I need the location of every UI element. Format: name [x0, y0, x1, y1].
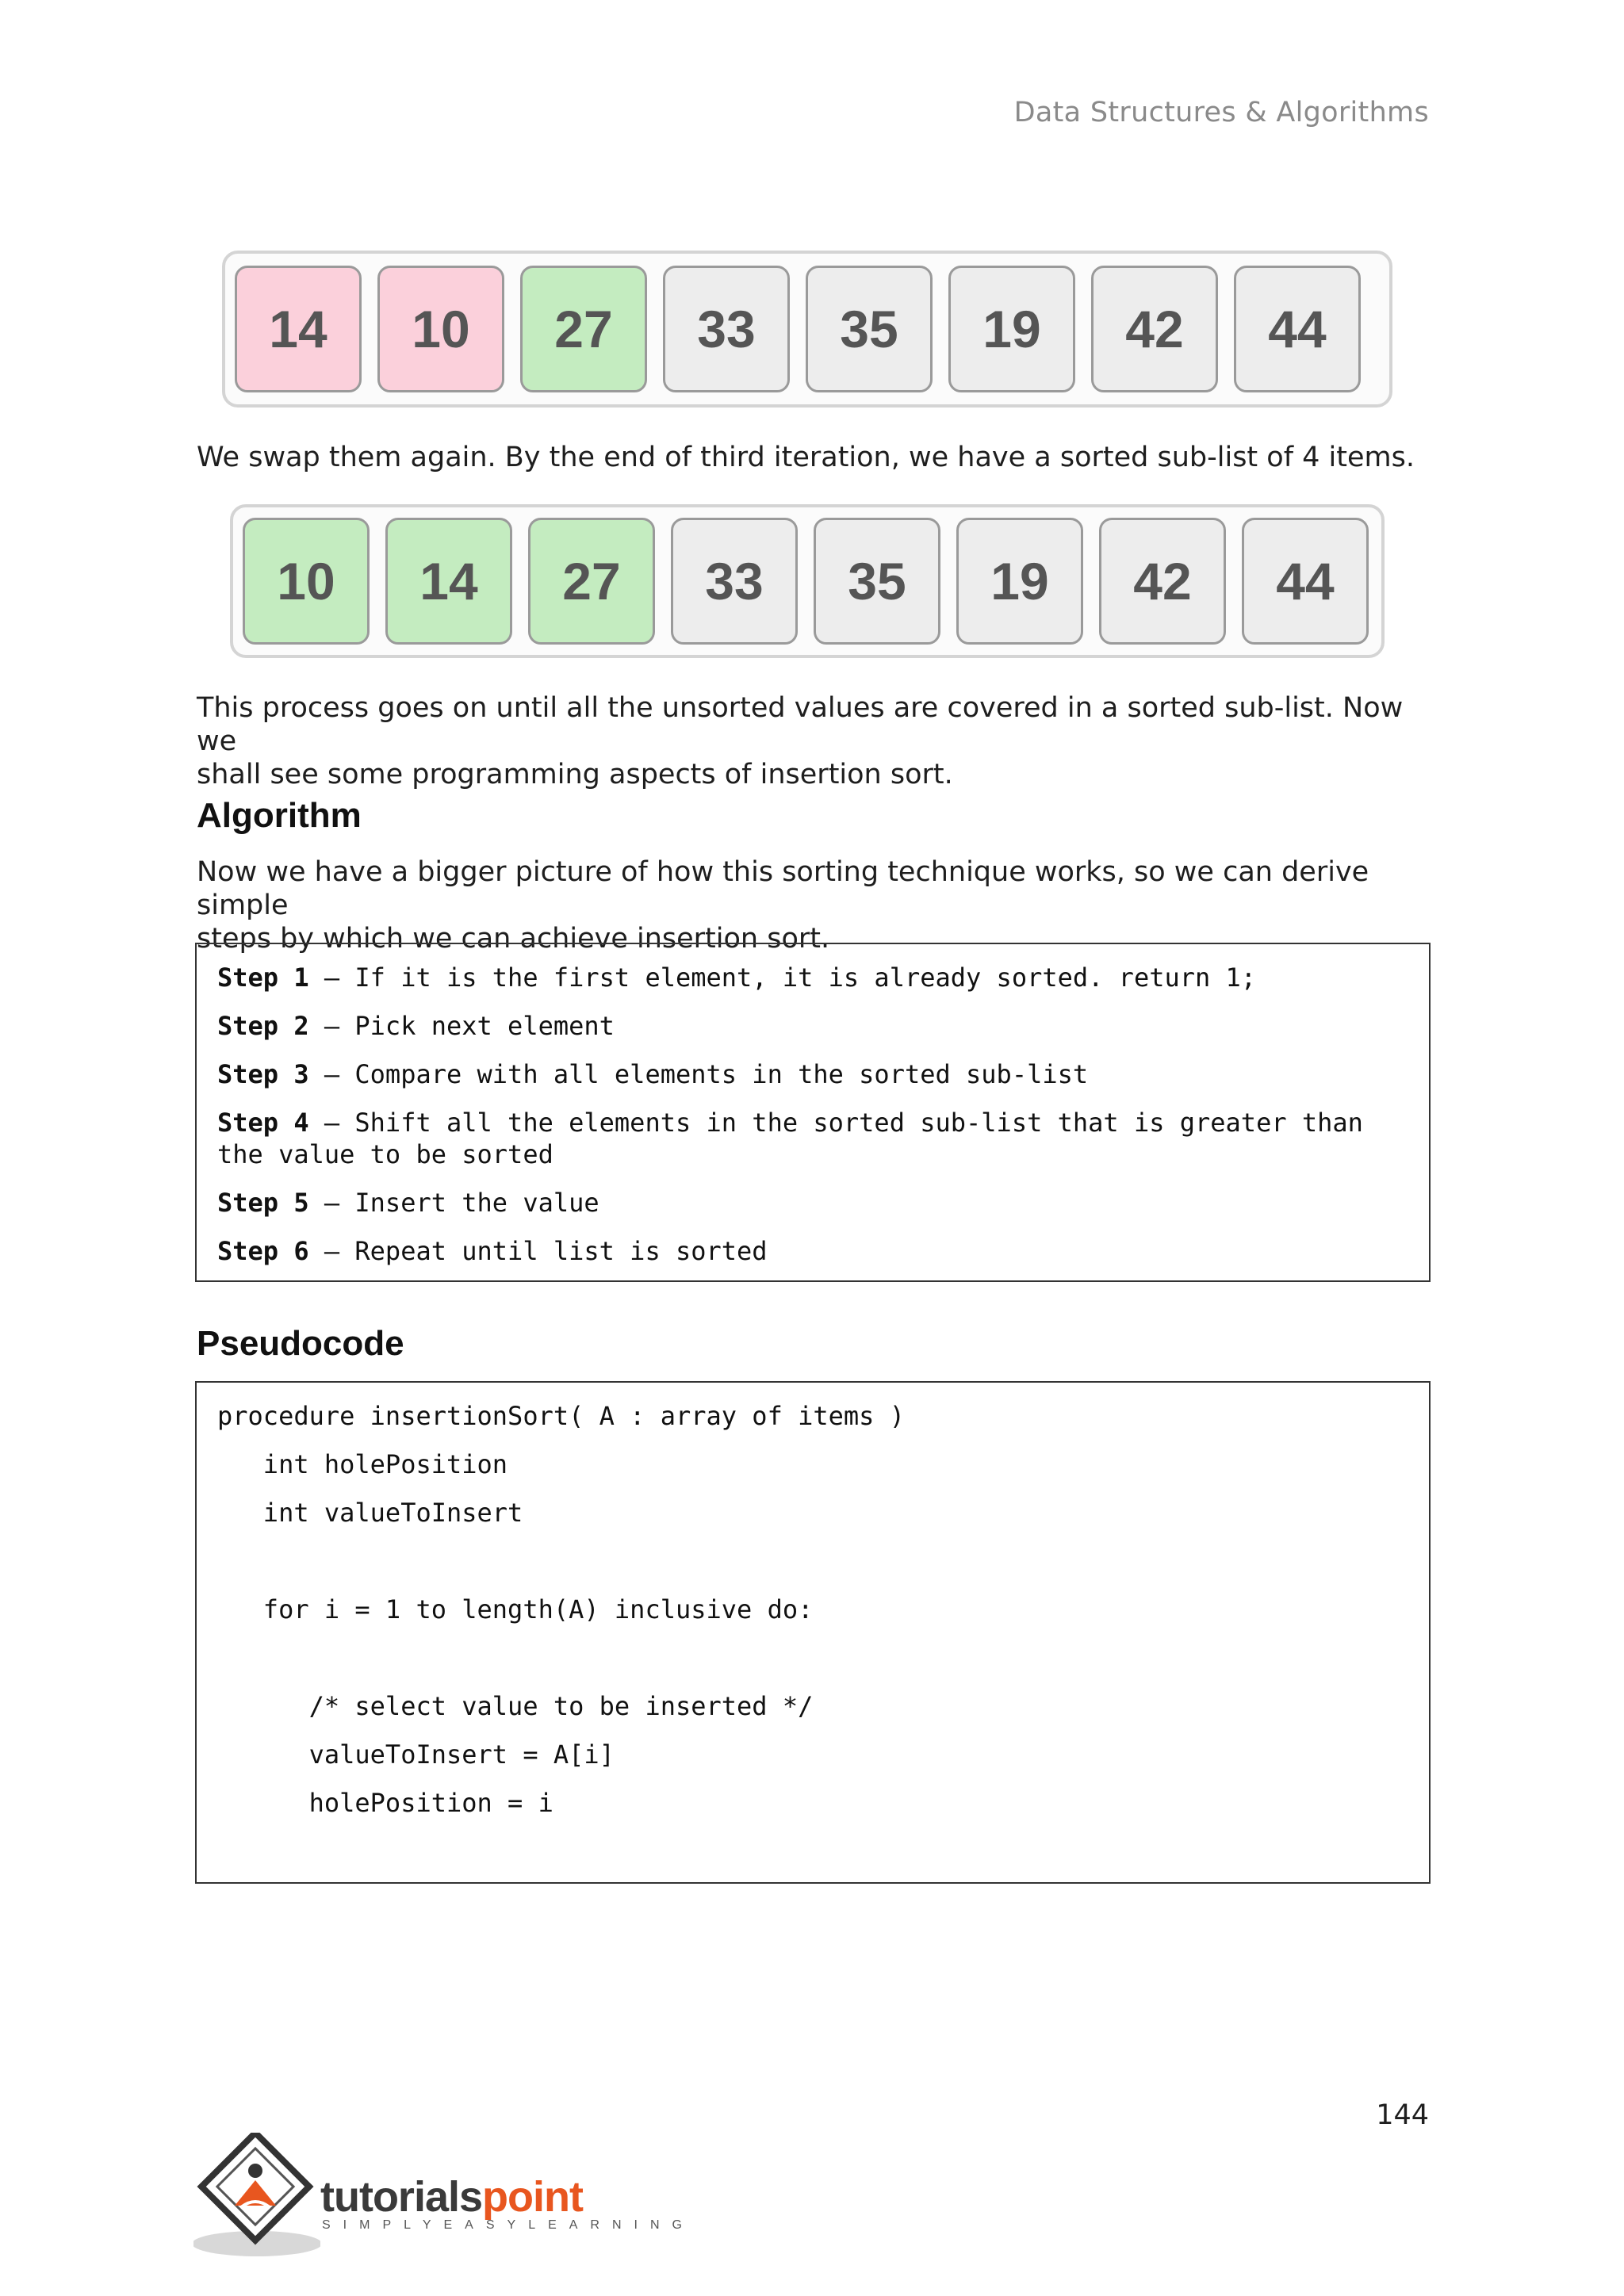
step-text: – Shift all the elements in the sorted sub-list that is greater than the value to be sorted [217, 1108, 1363, 1169]
text-line: Now we have a bigger picture of how this sorting technique works, so we can derive simple [197, 856, 1369, 921]
code-line: int valueToInsert [217, 1498, 523, 1528]
array-cell: 35 [806, 266, 933, 392]
paragraph-algorithm [197, 855, 1434, 955]
text-line: This process goes on until all the unsorted values are covered in a sorted sub-list. Now we [197, 692, 1404, 757]
page-number: 144 [1376, 2099, 1429, 2131]
step-text: – Insert the value [308, 1188, 599, 1218]
step-text: – If it is the first element, it is already sorted. return 1; [308, 962, 1257, 993]
array-cell: 35 [814, 518, 940, 645]
paragraph-process [197, 691, 1434, 791]
pseudocode-box [195, 1381, 1431, 1884]
array-cell: 10 [377, 266, 504, 392]
code-line: valueToInsert = A[i] [217, 1739, 615, 1770]
code-line: for i = 1 to length(A) inclusive do: [217, 1594, 814, 1624]
logo-diamond-icon [193, 2133, 320, 2260]
page-header-title: Data Structures & Algorithms [1013, 97, 1429, 128]
array-cell: 42 [1099, 518, 1226, 645]
array-cell: 44 [1234, 266, 1361, 392]
step-text: – Compare with all elements in the sorted sub-list [308, 1059, 1089, 1089]
array-cell: 44 [1242, 518, 1369, 645]
algorithm-step [217, 1187, 1408, 1219]
logo-tagline: SIMPLYEASYLEARNING [322, 2218, 695, 2232]
algorithm-step [217, 1235, 1408, 1267]
code-line [217, 1642, 1408, 1690]
array-cell: 42 [1091, 266, 1218, 392]
step-label: Step 3 [217, 1059, 309, 1089]
algorithm-step [217, 962, 1408, 993]
array-cell: 10 [243, 518, 370, 645]
text-line: shall see some programming aspects of insertion sort. [197, 759, 953, 790]
array-figure [230, 504, 1385, 658]
step-label: Step 2 [217, 1011, 309, 1041]
pseudocode-heading: Pseudocode [197, 1324, 404, 1363]
array-cell: 27 [520, 266, 647, 392]
step-label: Step 1 [217, 962, 309, 993]
array-cell: 33 [663, 266, 790, 392]
code-line [217, 1545, 1408, 1594]
paragraph-swap-again: We swap them again. By the end of third iteration, we have a sorted sub-list of 4 items. [197, 442, 1415, 473]
text-line: steps by which we can achieve insertion sort. [197, 923, 830, 955]
algorithm-steps-box [195, 943, 1431, 1282]
array-cell: 27 [528, 518, 655, 645]
code-line: int holePosition [217, 1449, 508, 1479]
array-cell: 19 [956, 518, 1083, 645]
logo-word-point: point [482, 2173, 583, 2221]
step-label: Step 6 [217, 1236, 309, 1266]
algorithm-step [217, 1107, 1408, 1170]
tutorialspoint-logo [193, 2133, 695, 2263]
algorithm-heading: Algorithm [197, 796, 362, 835]
code-line: holePosition = i [217, 1788, 553, 1818]
logo-word-tutorials: tutorials [320, 2173, 483, 2221]
array-figure [222, 251, 1392, 408]
step-text: – Repeat until list is sorted [308, 1236, 768, 1266]
array-cell: 14 [235, 266, 362, 392]
array-cell: 14 [385, 518, 512, 645]
algorithm-step [217, 1010, 1408, 1042]
code-line: /* select value to be inserted */ [217, 1691, 814, 1721]
step-text: – Pick next element [308, 1011, 615, 1041]
step-label: Step 5 [217, 1188, 309, 1218]
array-cell: 19 [948, 266, 1075, 392]
step-label: Step 4 [217, 1108, 309, 1138]
code-line: procedure insertionSort( A : array of items ) [217, 1401, 905, 1431]
logo-wordmark [320, 2172, 583, 2221]
array-cell: 33 [671, 518, 798, 645]
algorithm-step [217, 1058, 1408, 1090]
